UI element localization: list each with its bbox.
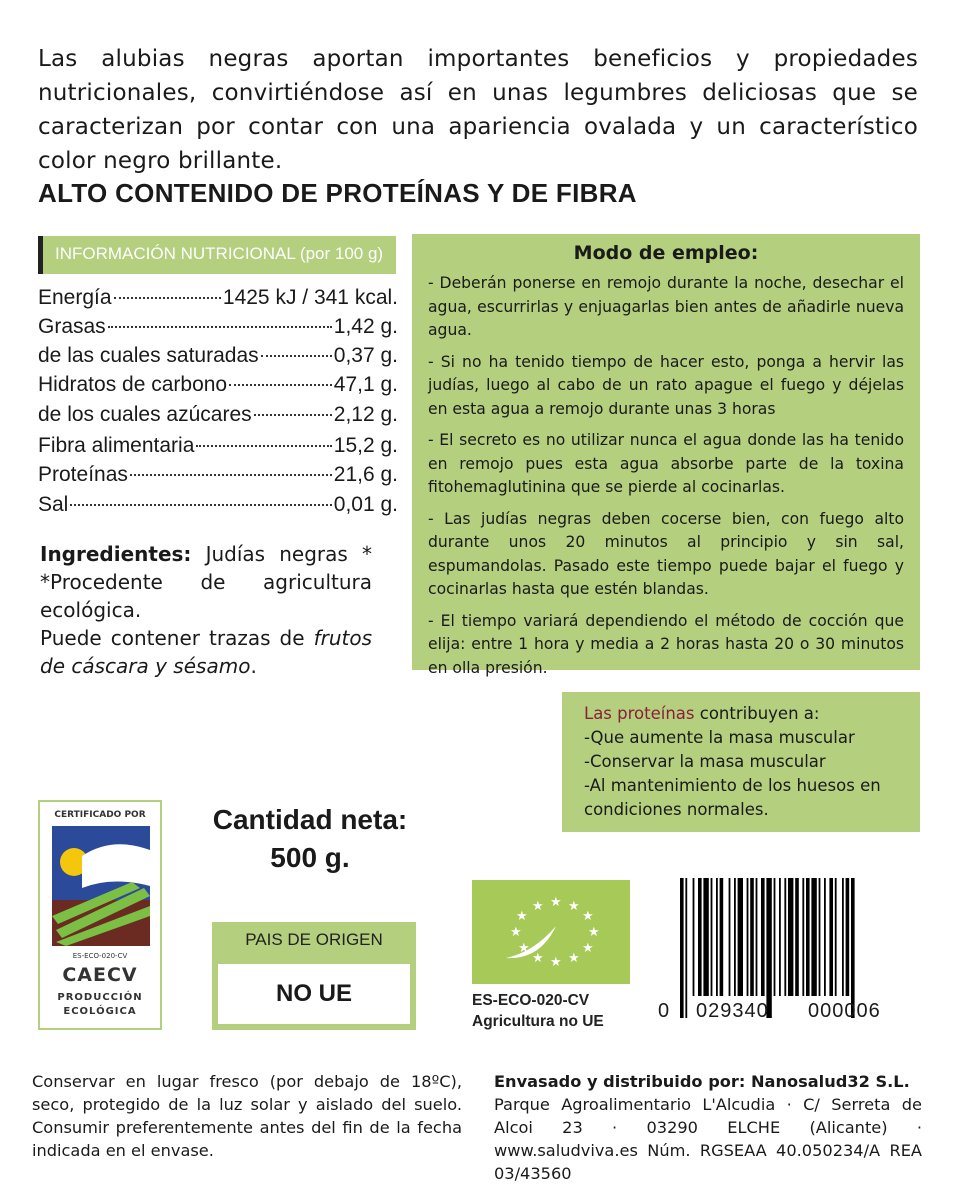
nutrition-row [38, 403, 398, 433]
origin-value-box [218, 964, 410, 1024]
origin-value: NO UE [275, 980, 352, 1007]
barcode-bar [842, 878, 844, 996]
usage-item: - El tiempo variará dependiendo el método de cocción que elija: entre 1 hora y media a 2 horas hasta 20 o 30 minutos en olla presión. [428, 611, 904, 677]
barcode-bar [685, 878, 687, 1018]
barcode-bar [795, 878, 799, 996]
nutrition-value: 47,1 g. [333, 373, 398, 396]
svg-text:★: ★ [550, 955, 562, 970]
headline: ALTO CONTENIDO DE PROTEÍNAS Y DE FIBRA [38, 178, 637, 208]
barcode-bar [680, 878, 684, 1018]
nutrition-label: Energía [38, 286, 112, 309]
nutrition-row [38, 315, 398, 345]
nutrition-label: Sal [38, 493, 69, 516]
nutrition-value: 15,2 g. [333, 434, 398, 457]
dot-leader [229, 384, 332, 386]
cert-brand: CAECV [62, 964, 138, 986]
cert-line1: PRODUCCIÓN [57, 992, 143, 1003]
barcode-bar [738, 878, 743, 996]
eu-code: ES-ECO-020-CV [472, 992, 590, 1009]
barcode [658, 878, 908, 1028]
cert-code: ES-ECO-020-CV [72, 952, 128, 960]
usage-item: - Las judías negras deben cocerse bien, con fuego alto durante unos 20 minutos al principio y sin sal, espumandolas. Pasado este tiempo puede bajar el fuego y cocinarlas hasta que estén blandas. [428, 509, 904, 598]
nutrition-value: 1,42 g. [333, 315, 398, 338]
svg-text:★: ★ [532, 951, 544, 966]
nutrition-label: de los cuales azúcares [38, 403, 252, 426]
svg-text:★: ★ [510, 925, 522, 940]
barcode-bar [835, 878, 837, 996]
proteins-item: -Que aumente la masa muscular [584, 728, 855, 747]
traces-suffix: . [250, 654, 257, 678]
usage-panel [412, 234, 920, 677]
dot-leader [196, 445, 331, 447]
barcode-digits-right: 000006 [808, 1000, 881, 1022]
cert-top-label: CERTIFICADO POR [54, 810, 146, 820]
nutrition-label: Grasas [38, 315, 106, 338]
barcode-bar [761, 878, 765, 996]
nutrition-label: Fibra alimentaria [38, 434, 195, 457]
svg-text:★: ★ [582, 941, 594, 956]
net-quantity-label: Cantidad neta: [212, 804, 408, 835]
caecv-emblem-icon [52, 826, 150, 946]
nutrition-row [38, 463, 398, 493]
svg-text:★: ★ [588, 925, 600, 940]
svg-text:★: ★ [568, 899, 580, 914]
barcode-bar [703, 878, 708, 996]
barcode-bar [698, 878, 702, 996]
barcode-bar [734, 878, 736, 996]
svg-text:★: ★ [518, 941, 530, 956]
usage-item: - Deberán ponerse en remojo durante la noche, desechar el agua, escurrirlas y enjuagarlas bien antes de añadirle nueva agua. [428, 274, 904, 339]
traces-prefix: Puede contener trazas de [40, 626, 314, 650]
barcode-bar [716, 878, 718, 996]
barcode-bar [779, 878, 781, 996]
barcode-bar [729, 878, 731, 996]
svg-text:★: ★ [516, 909, 528, 924]
barcode-bar [784, 878, 786, 996]
proteins-item: -Conservar la masa muscular [584, 752, 826, 771]
barcode-bar [806, 878, 810, 996]
nutrition-header-label: INFORMACIÓN NUTRICIONAL (por 100 g) [55, 244, 384, 263]
dot-leader [114, 297, 221, 299]
eu-code-block [472, 990, 604, 1032]
cert-line2: ECOLÓGICA [63, 1006, 137, 1017]
eu-agri: Agricultura no UE [472, 1013, 604, 1030]
nutrition-row [38, 373, 398, 403]
nutrition-row [38, 434, 398, 464]
nutrition-label: Hidratos de carbono [38, 373, 228, 396]
eu-organic-logo [472, 880, 630, 984]
nutrition-value: 0,37 g. [333, 344, 398, 367]
proteins-panel [562, 692, 920, 832]
ingredients-title: Ingredientes: [40, 542, 192, 566]
eu-leaf-icon [472, 880, 630, 984]
net-quantity-value: 500 g. [270, 842, 350, 873]
barcode-bar [693, 878, 695, 996]
barcode-bar [756, 878, 758, 996]
barcode-bar [747, 878, 749, 996]
proteins-item: -Al mantenimiento de los huesos en condiciones normales. [584, 776, 881, 819]
caecv-certification-logo [38, 800, 162, 1030]
ingredients-block [40, 540, 372, 680]
intro-text: Las alubias negras aportan importantes beneficios y propiedades nutricionales, convirtiéndose así en unas legumbres deliciosas que se caracterizan por contar con una apariencia ovalada y un característico color negro brillante. [38, 46, 918, 174]
barcode-bar [774, 878, 776, 996]
usage-item: - El secreto es no utilizar nunca el agua donde las ha tenido en remojo pues esta agua absorbe parte de la toxina fitohemaglutinina que se pierde al cocinarlas. [428, 431, 904, 496]
nutrition-value: 1425 kJ / 341 kcal. [222, 286, 398, 309]
barcode-digit-left: 0 [658, 1000, 670, 1022]
origin-box [212, 922, 416, 1030]
nutrition-label: Proteínas [38, 463, 128, 486]
nutrition-value: 2,12 g. [333, 403, 398, 426]
dot-leader [108, 326, 332, 328]
dot-leader [254, 414, 332, 416]
barcode-bar [824, 878, 826, 996]
barcode-bar [750, 878, 754, 996]
barcode-bar [851, 878, 855, 1018]
nutrition-header [38, 236, 396, 274]
nutrition-value: 0,01 g. [333, 493, 398, 516]
dot-leader [261, 355, 332, 357]
svg-text:★: ★ [532, 899, 544, 914]
barcode-bar [711, 878, 713, 996]
traces-italic: frutos de cáscara y sésamo [40, 626, 372, 678]
usage-title: Modo de empleo: [573, 242, 759, 264]
ingredients-text: Judías negras * *Procedente de agricultura ecológica. [40, 542, 372, 622]
barcode-bar [819, 878, 821, 996]
barcode-bar [802, 878, 804, 996]
distributor-block [494, 1070, 922, 1185]
dot-leader [130, 474, 332, 476]
storage-instructions: Conservar en lugar fresco (por debajo de 18ºC), seco, protegido de la luz solar y aislado del suelo. Consumir preferentemente antes del fin de la fecha indicada en el envase. [32, 1072, 462, 1160]
proteins-highlight: Las proteínas [584, 704, 695, 723]
nutrition-label: de las cuales saturadas [38, 344, 259, 367]
nutrition-value: 21,6 g. [333, 463, 398, 486]
proteins-intro: contribuyen a: [694, 704, 820, 723]
origin-title: PAIS DE ORIGEN [245, 930, 383, 949]
distributor-text: Parque Agroalimentario L'Alcudia · C/ Serreta de Alcoi 23 · 03290 ELCHE (Alicante) · www.saludviva.es Núm. RGSEAA 40.050234/A REA 03/43560 [494, 1095, 922, 1183]
barcode-bar [829, 878, 833, 996]
barcode-bar [788, 878, 793, 996]
barcode-bar [766, 878, 771, 1018]
nutrition-row [38, 286, 398, 316]
nutrition-row [38, 493, 398, 523]
barcode-bar [846, 878, 850, 996]
barcode-bar [811, 878, 816, 996]
usage-item: - Si no ha tenido tiempo de hacer esto, ponga a hervir las judías, luego al cabo de un rato apague el fuego y déjelas en esta agua a remojo durante unas 3 horas [428, 352, 904, 418]
svg-text:★: ★ [568, 951, 580, 966]
dot-leader [70, 504, 331, 506]
barcode-bar [720, 878, 724, 996]
nutrition-row [38, 344, 398, 374]
svg-text:★: ★ [550, 895, 562, 910]
distributor-title: Envasado y distribuido por: Nanosalud32 S.L. [494, 1072, 910, 1091]
barcode-digits-middle: 029340 [696, 1000, 769, 1022]
svg-text:★: ★ [582, 909, 594, 924]
